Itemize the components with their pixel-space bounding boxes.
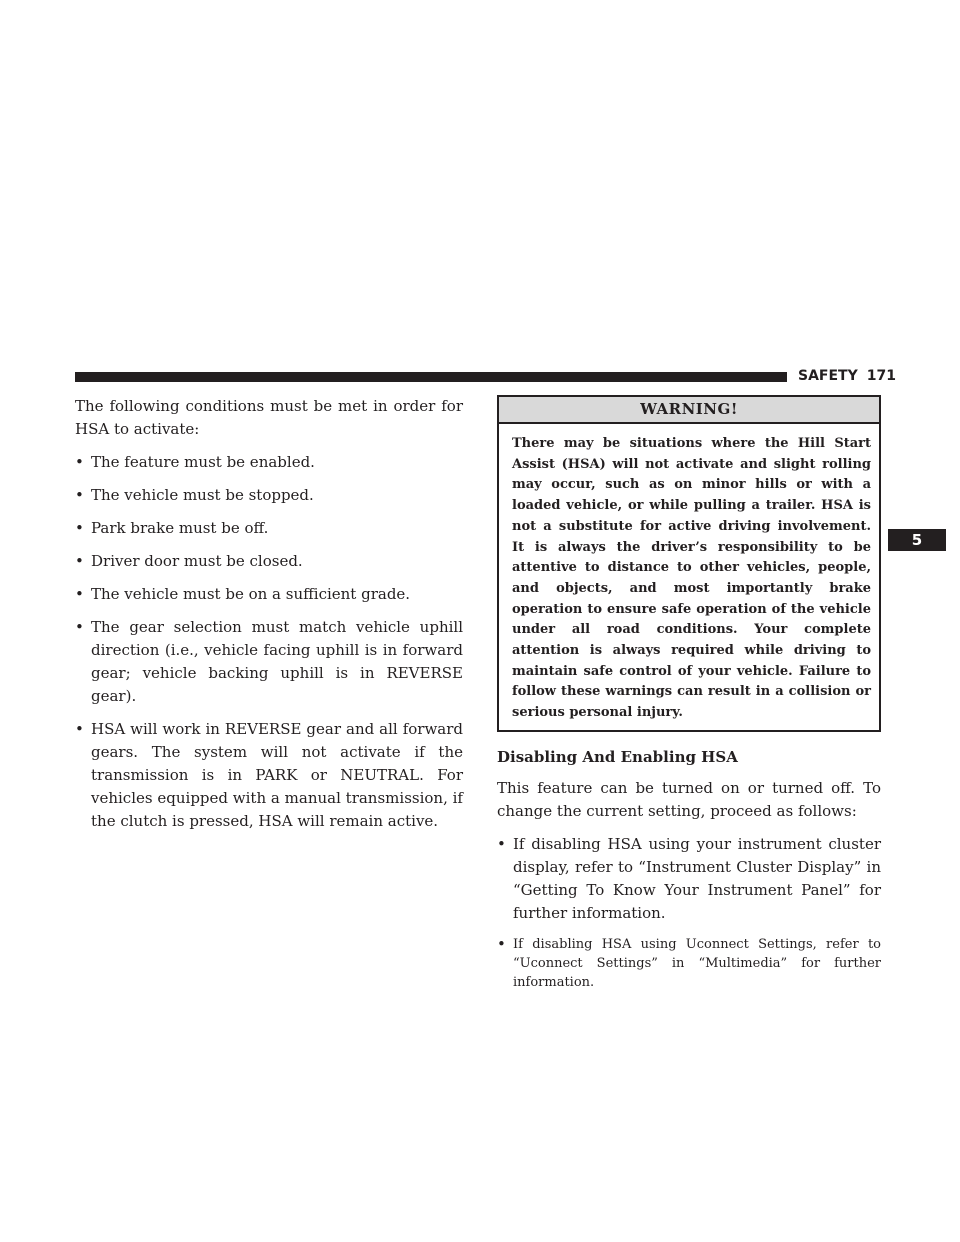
setting-intro: This feature can be turned on or turned off. To change the current setting, proceed as follows:	[497, 778, 881, 820]
bullet-icon: •	[75, 552, 84, 570]
list-item: • The gear selection must match vehicle uphill direction (i.e., vehicle facing uphill is in forward gear; vehicle backing uphill is in REVERSE gear).	[75, 618, 463, 705]
warning-box	[497, 395, 881, 732]
setting-list	[497, 833, 881, 992]
warning-text: There may be situations where the Hill Start Assist (HSA) will not activate and slight rolling may occur, such as on minor hills or with a loaded vehicle, or while pulling a trailer. HSA is not a substitute for active driving involvement. It is always the driver’s responsibility to be attentive to distance to other vehicles, people, and objects, and most importantly brake operation to ensure safe operation of the vehicle under all road conditions. Your complete attention is always required while driving to maintain safe control of your vehicle. Failure to follow these warnings can result in a collision or serious personal injury.	[512, 436, 871, 721]
chapter-tab: 5	[888, 529, 946, 551]
bullet-icon: •	[75, 618, 84, 636]
list-item: • If disabling HSA using your instrument cluster display, refer to “Instrument Cluster Display” in “Getting To Know Your Instrument Panel” for further information.	[497, 834, 881, 922]
bullet-icon: •	[75, 453, 84, 471]
conditions-list	[75, 451, 463, 833]
conditions-intro: The following conditions must be met in order for HSA to activate:	[75, 397, 463, 438]
bullet-icon: •	[75, 486, 84, 504]
section-title: SAFETY	[798, 368, 858, 384]
list-item: • HSA will work in REVERSE gear and all forward gears. The system will not activate if the transmission is in PARK or NEUTRAL. For vehicles equipped with a manual transmission, if the clutch is pressed, HSA will remain active.	[75, 720, 463, 830]
left-column	[75, 395, 463, 833]
list-item: • The vehicle must be stopped.	[75, 484, 463, 507]
running-header	[798, 364, 896, 388]
list-item: • Park brake must be off.	[75, 517, 463, 540]
right-column	[497, 395, 881, 992]
header-rule	[75, 372, 787, 382]
bullet-icon: •	[497, 934, 506, 953]
section-heading: Disabling And Enabling HSA	[497, 747, 738, 766]
bullet-icon: •	[497, 834, 506, 853]
bullet-icon: •	[75, 585, 84, 603]
list-item: • Driver door must be closed.	[75, 550, 463, 573]
bullet-icon: •	[75, 519, 84, 537]
page-number: 171	[866, 368, 896, 384]
list-item: • If disabling HSA using Uconnect Settings, refer to “Uconnect Settings” in “Multimedia” for further information.	[497, 934, 881, 990]
list-item: • The vehicle must be on a sufficient grade.	[75, 583, 463, 606]
warning-title: WARNING!	[499, 397, 879, 424]
list-item: • The feature must be enabled.	[75, 451, 463, 474]
bullet-icon: •	[75, 720, 84, 738]
